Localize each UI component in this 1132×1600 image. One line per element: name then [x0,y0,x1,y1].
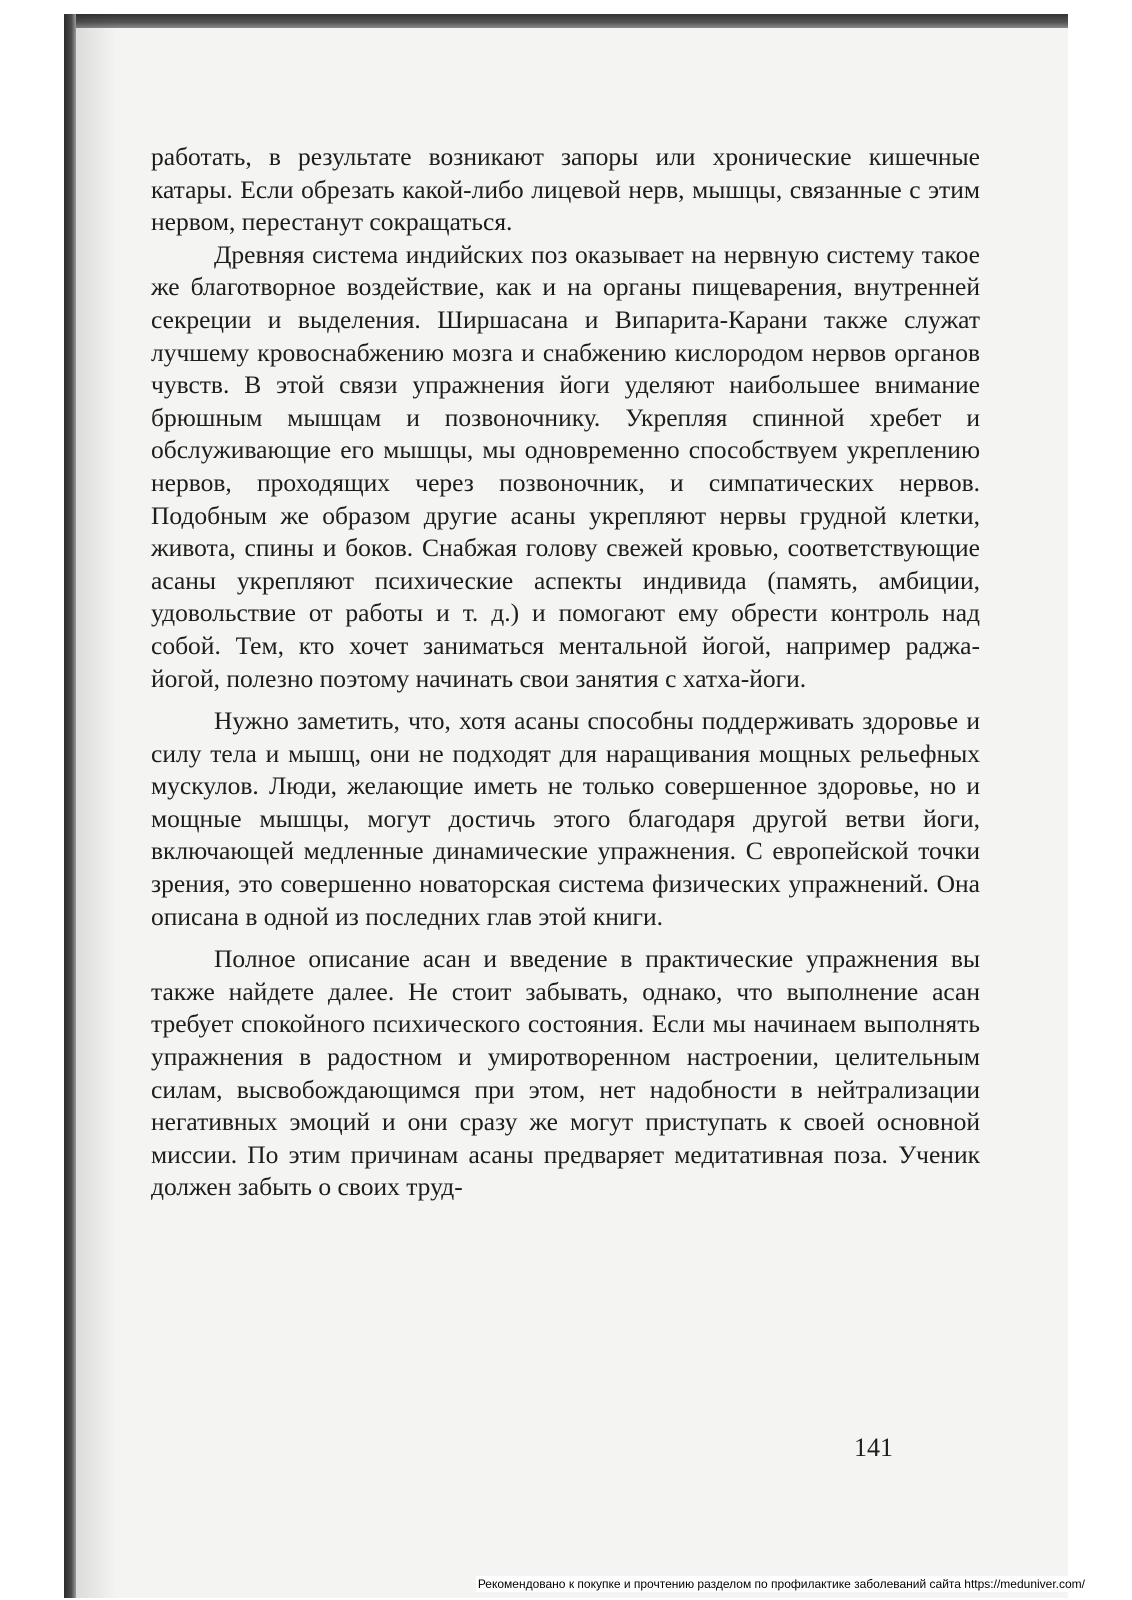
footer-note: Рекомендовано к покупке и прочтению разделом по профилактике заболеваний сайта https://meduniver.com/ [477,1577,1085,1591]
paragraph-1: работать, в результате возникают запоры или хронические кишечные катары. Если обрезать какой-либо лицевой нерв, мышцы, связанные с этим нервом, перестанут сокращаться. [151,142,980,237]
paragraph-2: Древняя система индийских поз оказывает на нервную систему такое же благотворное воздействие, как и на органы пищеварения, внутренней секреции и выделения. Ширшасана и Випарита-Карани также служат лучшему кровоснабжению мозга и снабжению кислородом нервов органов чувств. В этой связи упражнения йоги уделяют наибольшее внимание брюшным мышцам и позвоночнику. Укрепляя спинной хребет и обслуживающие его мышцы, мы одновременно способствуем укреплению нервов, проходящих через позвоночник, и симпатических нервов. Подобным же образом другие асаны укрепляют нервы грудной клетки, живота, спины и боков. Снабжая голову свежей кровью, соответствующие асаны укрепляют психические аспекты индивида (память, амбиции, удовольствие от работы и т. д.) и помогают ему обрести контроль над собой. Тем, кто хочет заниматься ментальной йогой, например раджа-йогой, полезно поэтому начинать свои занятия с хатха-йоги. [151,239,980,693]
gutter-shadow [76,14,116,1598]
paragraph-4: Полное описание асан и введение в практические упражнения вы также найдете далее. Не стоит забывать, однако, что выполнение асан требует спокойного психического состояния. Если мы начинаем выполнять упражнения в радостном и умиротворенном настроении, целительным силам, высвобождающимся при этом, нет надобности в нейтрализации негативных эмоций и они сразу же могут приступать к своей основной миссии. По этим причинам асаны предваряет медитативная поза. Ученик должен забыть о своих труд- [151,944,980,1202]
body-text [151,141,980,1204]
scan-top-edge [64,14,1068,28]
paragraph-3: Нужно заметить, что, хотя асаны способны поддерживать здоровье и силу тела и мышц, они не подходят для наращивания мощных рельефных мускулов. Люди, желающие иметь не только совершенное здоровье, но и мощные мышцы, могут достичь этого благодаря другой ветви йоги, включающей медленные динамические упражнения. С европейской точки зрения, это совершенно новаторская система физических упражнений. Она описана в одной из последних глав этой книги. [151,706,980,931]
scanned-page [64,14,1068,1598]
scan-left-edge [64,14,76,1598]
page-number: 141 [854,1433,893,1462]
